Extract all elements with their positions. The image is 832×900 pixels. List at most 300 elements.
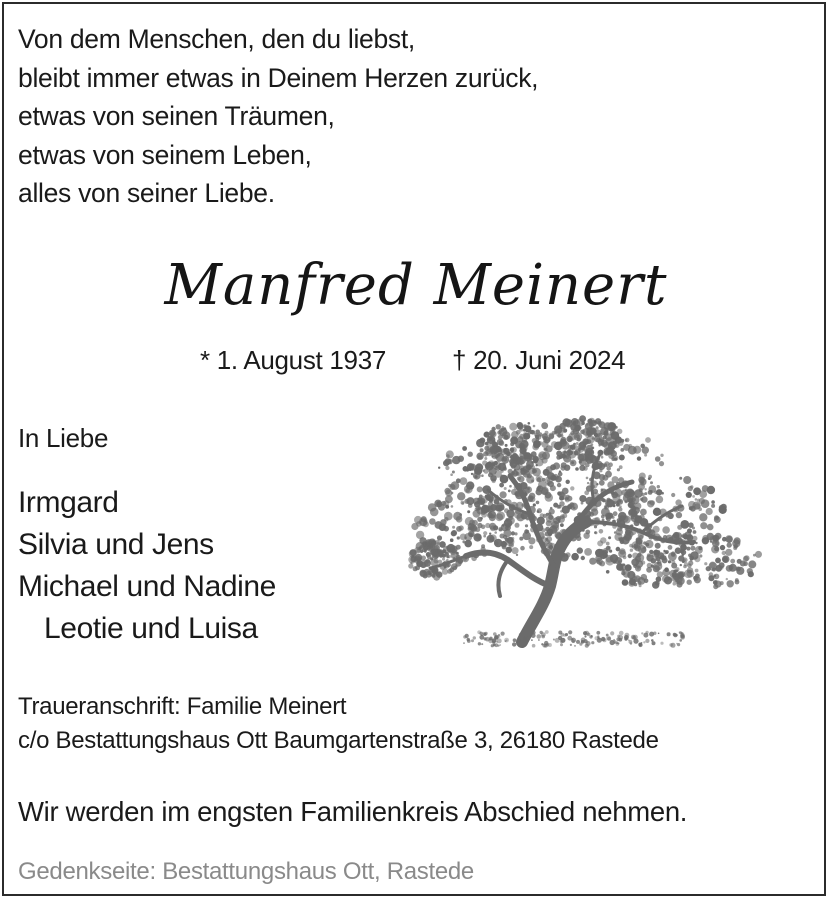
death-date: † 20. Juni 2024 [452,345,626,375]
ground-dot [555,638,560,643]
ground-dot [531,633,536,638]
foliage-dot [622,579,629,586]
memorial-page-link[interactable]: Gedenkseite: Bestattungshaus Ott, Rastede [18,858,474,885]
foliage-dot [411,523,418,530]
foliage-dot [713,584,718,589]
foliage-dot [699,490,707,498]
foliage-dot [479,438,485,444]
foliage-dot [446,450,454,458]
ground-dot [492,638,497,643]
foliage-dot [690,551,699,560]
ground-dot [653,632,656,635]
tree-ground [463,630,685,648]
foliage-dot [668,545,673,550]
foliage-dot [528,422,531,425]
foliage-dot [606,542,610,546]
foliage-dot [442,558,445,561]
foliage-dot [668,560,671,563]
foliage-dot [682,554,685,557]
ground-dot [548,643,552,647]
foliage-dot [588,454,594,460]
foliage-dot [557,433,561,437]
foliage-dot [516,513,524,521]
foliage-dot [504,508,509,513]
poem-line: Von dem Menschen, den du liebst, [18,24,415,54]
ground-dot [541,643,543,645]
ground-dot [669,643,673,647]
foliage-dot [548,515,553,520]
foliage-dot [682,560,685,563]
foliage-dot [487,436,496,445]
foliage-dot [489,430,496,437]
foliage-dot [707,524,714,531]
ground-dot [473,636,476,639]
foliage-dot [646,567,652,573]
foliage-dot [492,479,496,483]
ground-dot [560,643,563,646]
foliage-dot [656,489,662,495]
foliage-dot [464,540,472,548]
ground-dot [596,631,600,635]
foliage-dot [589,512,594,517]
foliage-dot [673,582,677,586]
foliage-dot [505,479,507,481]
ground-dot [624,637,627,640]
foliage-dot [530,430,534,434]
foliage-dot [580,430,585,435]
foliage-dot [644,579,649,584]
foliage-dot [443,526,449,532]
tree-canopy [408,415,762,589]
foliage-dot [609,550,612,553]
foliage-dot [428,568,436,576]
foliage-dot [690,485,693,488]
foliage-dot [711,504,715,508]
foliage-dot [536,501,540,505]
foliage-dot [634,489,643,498]
ground-dot [617,642,619,644]
foliage-dot [538,451,547,460]
foliage-dot [726,565,733,572]
foliage-dot [538,480,547,489]
foliage-dot [722,551,726,555]
foliage-dot [622,515,629,522]
foliage-dot [698,507,702,511]
foliage-dot [438,551,443,556]
foliage-dot [639,584,642,587]
foliage-dot [559,470,561,472]
foliage-dot [511,531,515,535]
foliage-dot [597,540,603,546]
foliage-dot [430,508,439,517]
foliage-dot [599,480,605,486]
foliage-dot [707,486,715,494]
foliage-dot [435,556,438,559]
foliage-dot [596,426,599,429]
ground-dot [491,644,494,647]
foliage-dot [630,505,635,510]
ground-dot [519,633,521,635]
ground-dot [479,632,483,636]
mourner-name: Silvia und Jens [18,528,214,561]
foliage-dot [537,517,545,525]
foliage-dot [497,439,504,446]
foliage-dot [489,523,496,530]
foliage-dot [736,567,744,575]
foliage-dot [538,441,542,445]
foliage-dot [690,546,695,551]
foliage-dot [637,456,641,460]
foliage-dot [546,520,552,526]
foliage-dot [692,495,695,498]
foliage-dot [599,529,604,534]
foliage-dot [687,580,692,585]
foliage-dot [748,560,756,568]
foliage-dot [612,476,619,483]
foliage-dot [636,537,641,542]
foliage-dot [515,523,520,528]
foliage-dot [527,495,533,501]
ground-dot [660,642,663,645]
foliage-dot [692,527,695,530]
foliage-dot [489,463,493,467]
foliage-dot [551,441,558,448]
foliage-dot [437,535,442,540]
foliage-dot [414,516,422,524]
foliage-dot [525,455,530,460]
foliage-dot [447,569,452,574]
foliage-dot [481,506,489,514]
mourning-address [18,690,659,758]
foliage-dot [508,490,511,493]
foliage-dot [727,580,734,587]
foliage-dot [500,491,507,498]
foliage-dot [698,546,702,550]
foliage-dot [506,547,513,554]
foliage-dot [625,439,628,442]
ground-dot [641,642,643,644]
foliage-dot [547,529,553,535]
foliage-dot [570,486,574,490]
foliage-dot [641,493,645,497]
foliage-dot [560,510,563,513]
foliage-dot [566,436,572,442]
foliage-dot [548,481,554,487]
foliage-dot [711,500,715,504]
foliage-dot [479,495,483,499]
foliage-dot [456,516,463,523]
mourner-name: Leotie und Luisa [44,612,258,645]
ground-dot [553,639,555,641]
foliage-dot [693,530,697,534]
foliage-dot [548,433,554,439]
ground-dot [501,632,505,636]
foliage-dot [715,558,721,564]
foliage-dot [451,531,457,537]
poem-line: alles von seiner Liebe. [18,178,275,208]
foliage-dot [623,444,630,451]
foliage-dot [679,477,682,480]
foliage-dot [503,448,506,451]
foliage-dot [660,454,663,457]
foliage-dot [529,545,533,549]
foliage-dot [445,505,449,509]
ground-dot [617,635,620,638]
foliage-dot [686,492,692,498]
foliage-dot [473,472,481,480]
foliage-dot [695,498,698,501]
foliage-dot [489,533,491,535]
foliage-dot [498,446,501,449]
foliage-dot [604,505,609,510]
foliage-dot [727,542,732,547]
foliage-dot [671,560,675,564]
ground-dot [641,632,643,634]
address-line: c/o Bestattungshaus Ott Baumgartenstraße 3, 26180 Rastede [18,727,659,754]
foliage-dot [520,440,528,448]
foliage-dot [519,465,524,470]
farewell-note: Wir werden im engsten Familienkreis Abschied nehmen. [18,796,688,827]
foliage-dot [568,445,573,450]
ground-dot [585,644,589,648]
foliage-dot [587,482,589,484]
foliage-dot [540,513,545,518]
foliage-dot [655,543,661,549]
foliage-dot [541,422,548,429]
foliage-dot [424,560,431,567]
foliage-dot [547,438,551,442]
foliage-dot [664,567,669,572]
ground-dot [465,634,469,638]
foliage-dot [517,456,526,465]
foliage-dot [517,476,521,480]
foliage-dot [523,432,527,436]
foliage-dot [599,469,602,472]
foliage-dot [680,564,682,566]
ground-dot [560,638,565,643]
foliage-dot [413,566,418,571]
foliage-dot [451,505,454,508]
foliage-dot [600,561,606,567]
foliage-dot [575,467,579,471]
foliage-dot [687,563,691,567]
foliage-dot [545,493,553,501]
foliage-dot [460,477,468,485]
foliage-dot [557,443,560,446]
foliage-dot [601,515,605,519]
foliage-dot [465,517,474,526]
foliage-dot [581,502,584,505]
foliage-dot [425,548,428,551]
ground-dot [667,632,671,636]
foliage-dot [710,540,712,542]
foliage-dot [510,461,517,468]
foliage-dot [735,580,740,585]
foliage-dot [616,547,621,552]
foliage-dot [656,496,664,504]
foliage-dot [598,439,604,445]
foliage-dot [571,553,579,561]
ground-dot [598,638,600,640]
foliage-dot [450,538,454,542]
foliage-dot [671,551,676,556]
ground-dot [643,641,645,643]
foliage-dot [581,556,585,560]
foliage-dot [726,578,728,580]
foliage-dot [477,523,482,528]
ground-dot [481,643,483,645]
foliage-dot [586,423,588,425]
foliage-dot [589,422,594,427]
foliage-dot [640,444,645,449]
foliage-dot [633,446,641,454]
ground-dot [531,639,533,641]
foliage-dot [494,531,497,534]
foliage-dot [559,501,564,506]
foliage-dot [535,435,539,439]
foliage-dot [494,461,501,468]
foliage-dot [603,548,609,554]
foliage-dot [569,451,574,456]
foliage-dot [420,570,427,577]
foliage-dot [608,453,614,459]
foliage-dot [699,513,707,521]
ground-dot [677,643,680,646]
foliage-dot [633,543,638,548]
foliage-dot [626,489,634,497]
foliage-dot [495,513,503,521]
ground-dot [538,639,540,641]
foliage-dot [573,443,576,446]
foliage-dot [713,580,717,584]
ground-dot [591,635,593,637]
poem [18,20,538,213]
foliage-dot [501,470,504,473]
foliage-dot [480,517,483,520]
foliage-dot [444,517,449,522]
foliage-dot [459,525,464,530]
foliage-dot [432,541,436,545]
ground-dot [613,639,615,641]
foliage-dot [452,471,455,474]
ground-dot [484,632,487,635]
foliage-dot [628,580,635,587]
ground-dot [680,634,684,638]
foliage-dot [516,554,518,556]
foliage-dot [409,550,417,558]
foliage-dot [730,559,735,564]
foliage-dot [452,526,455,529]
foliage-dot [610,430,615,435]
foliage-dot [740,561,746,567]
foliage-dot [509,516,513,520]
ground-dot [541,632,546,637]
ground-dot [679,631,682,634]
foliage-dot [723,558,728,563]
foliage-dot [499,505,505,511]
foliage-dot [576,442,579,445]
foliage-dot [495,541,499,545]
foliage-dot [499,428,508,437]
foliage-dot [545,439,548,442]
ground-dot [523,637,526,640]
foliage-dot [458,456,464,462]
foliage-dot [671,493,675,497]
foliage-dot [594,421,597,424]
foliage-dot [615,557,622,564]
foliage-dot [537,510,540,513]
foliage-dot [616,528,623,535]
foliage-dot [613,511,618,516]
foliage-dot [603,431,608,436]
mourner-name: Michael und Nadine [18,570,276,603]
birth-date: * 1. August 1937 [200,345,387,375]
ground-dot [610,631,614,635]
foliage-dot [618,507,622,511]
ground-dot [679,639,682,642]
foliage-dot [650,481,653,484]
foliage-dot [680,520,689,529]
mourner-name: Irmgard [18,486,119,519]
foliage-dot [563,428,568,433]
ground-dot [478,642,481,645]
foliage-dot [564,465,570,471]
foliage-dot [550,507,553,510]
foliage-dot [635,565,641,571]
ground-dot [574,645,576,647]
ground-dot [643,633,648,638]
foliage-dot [725,549,732,556]
foliage-dot [747,568,753,574]
foliage-dot [416,531,424,539]
foliage-dot [648,475,652,479]
foliage-dot [619,455,625,461]
foliage-dot [605,471,612,478]
ground-dot [517,638,521,642]
foliage-dot [695,569,699,573]
foliage-dot [582,438,589,445]
foliage-dot [489,446,496,453]
ground-dot [576,640,580,644]
foliage-dot [422,548,426,552]
poem-line: etwas von seinen Träumen, [18,101,335,131]
foliage-dot [506,538,515,547]
foliage-dot [640,498,643,501]
foliage-dot [506,518,509,521]
foliage-dot [457,492,465,500]
foliage-dot [652,581,659,588]
foliage-dot [671,574,679,582]
foliage-dot [589,558,596,565]
foliage-dot [637,553,641,557]
foliage-dot [699,498,705,504]
foliage-dot [509,423,517,431]
foliage-dot [704,562,707,565]
foliage-dot [473,510,481,518]
foliage-dot [557,483,561,487]
foliage-dot [511,450,514,453]
foliage-dot [450,484,456,490]
foliage-dot [639,542,643,546]
foliage-dot [566,480,570,484]
foliage-dot [483,531,487,535]
foliage-dot [606,570,610,574]
foliage-dot [479,498,485,504]
foliage-dot [608,462,613,467]
foliage-dot [720,581,724,585]
foliage-dot [473,533,481,541]
foliage-dot [451,563,458,570]
